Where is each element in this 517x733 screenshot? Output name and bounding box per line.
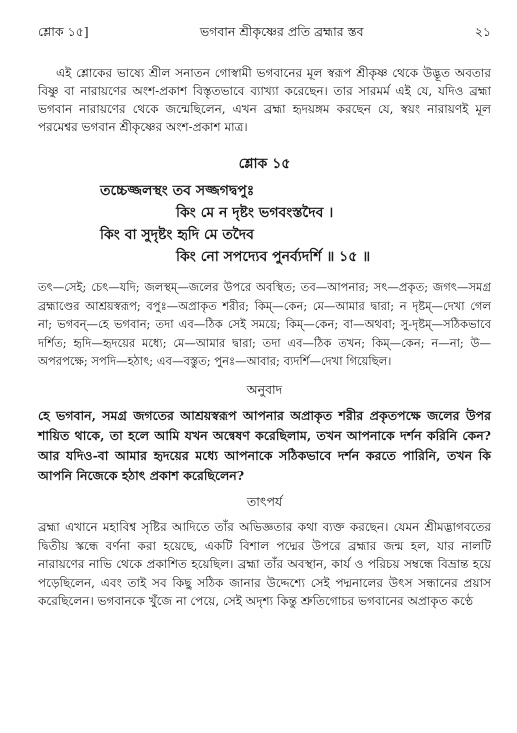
word-synonyms: তৎ—সেই; চেৎ—যদি; জলস্থম্—জলের উপরে অবস্থিত; তব—আপনার; সৎ—প্রকৃত; জগৎ—সমগ্র ব্রহ্মাণ্ডের আশ্রয়স্বরূপ; বপুঃ—অপ্রাকৃত শরীর; কিম্—কেন; মে—আমার দ্বারা; ন দৃষ্টম্—দেখা গেল না; ভগবন্—হে ভগবান; তদা এব—ঠিক সেই সময়ে; কিম্—কেন; বা—অথবা; সু-দৃষ্টম্—সঠিকভাবে দর্শিত; হৃদি—হৃদয়ের মধ্যে; মে—আমার দ্বারা; তদা এব—ঠিক তখন; কিম্—কেন; ন—না; উ—অপরপক্ষে; সপদি—হঠাৎ; এব—বস্তুত; পুনঃ—আবার; ব্যদর্শি—দেখা গিয়েছিল। [38, 280, 491, 368]
header-verse-ref: শ্লোক ১৫] [38, 24, 89, 39]
translation-text: হে ভগবান, সমগ্র জগতের আশ্রয়স্বরূপ আপনার অপ্রাকৃত শরীর প্রকৃতপক্ষে জলের উপর শায়িত থাকে, তা হলে আমি যখন অন্বেষণ করেছিলাম, তখন আপনাকে দর্শন করিনি কেন? আর যদিও-বা আমার হৃদয়ের মধ্যে আপনাকে সঠিকভাবে দর্শন করতে পারিনি, তখন কি আপনি নিজেকে হঠাৎ প্রকাশ করেছিলেন? [38, 408, 491, 483]
verse-line-3: কিং বা সুদৃষ্টং হৃদি মে তদৈব [100, 227, 254, 243]
header-chapter-title: ভগবান শ্রীকৃষ্ণের প্রতি ব্রহ্মার স্তব [199, 24, 364, 39]
page-number: ২১ [474, 24, 491, 39]
translation-heading: অনুবাদ [246, 382, 283, 397]
verse-title: শ্লোক ১৫ [238, 156, 291, 172]
running-header [38, 24, 491, 44]
verse-line-4: কিং নো সপদ্যেব পুনর্ব্যদর্শি ॥ ১৫ ॥ [176, 249, 371, 265]
intro-paragraph: এই শ্লোকের ভাষ্যে শ্রীল সনাতন গোস্বামী ভগবানের মূল স্বরূপ শ্রীকৃষ্ণ থেকে উদ্ভূত অবতার বিষ্ণু বা নারায়ণের অংশ-প্রকাশ বিস্তৃতভাবে ব্যাখ্যা করেছেন। তার সারমর্ম এই যে, যদিও ব্রহ্মা ভগবান নারায়ণের থেকে জন্মেছিলেন, এখন ব্রহ্মা হৃদয়ঙ্গম করছেন যে, স্বয়ং নারায়ণই মূল পরমেশ্বর ভগবান শ্রীকৃষ্ণের অংশ-প্রকাশ মাত্র। [38, 66, 491, 134]
verse-block [38, 180, 491, 268]
verse-line-2: কিং মে ন দৃষ্টং ভগবংস্তদৈব । [176, 205, 334, 221]
purport-heading: তাৎপর্য [246, 494, 283, 509]
verse-line-1: তচ্চেজ্জলস্থং তব সজ্জগদ্বপুঃ [100, 183, 255, 199]
purport-text: ব্রহ্মা এখানে মহাবিশ্ব সৃষ্টির আদিতে তাঁর অভিজ্ঞতার কথা ব্যক্ত করছেন। যেমন শ্রীমদ্ভাগবতের দ্বিতীয় স্কন্ধে বর্ণনা করা হয়েছে, একটি বিশাল পদ্মের উপরে ব্রহ্মার জন্ম হল, যার নালটি নারায়ণের নাভি থেকে প্রকাশিত হয়েছিল। ব্রহ্মা তাঁর অবস্থান, কার্য ও পরিচয় সম্বন্ধে বিভ্রান্ত হয়ে পড়েছিলেন, এবং তাই সব কিছু সঠিক জানার উদ্দেশ্যে সেই পদ্মনালের উৎস সন্ধানের প্রয়াস করেছিলেন। ভগবানকে খুঁজে না পেয়ে, সেই অদৃশ্য কিন্তু শ্রুতিগোচর ভগবানের অপ্রাকৃত কণ্ঠে [38, 520, 491, 608]
